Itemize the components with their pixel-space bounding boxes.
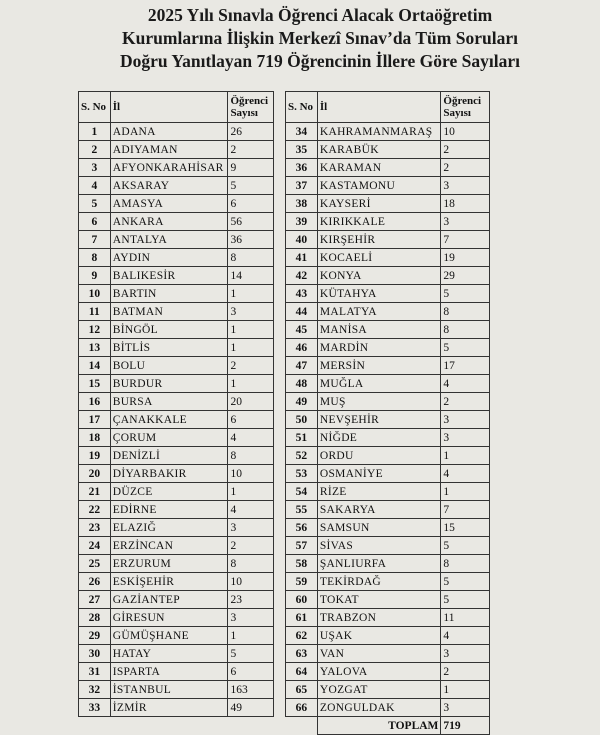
student-count: 5 bbox=[228, 177, 274, 195]
row-number: 65 bbox=[286, 681, 318, 699]
student-count: 8 bbox=[228, 555, 274, 573]
header-il: İl bbox=[110, 92, 228, 123]
table-row bbox=[79, 519, 274, 537]
table-row bbox=[286, 663, 490, 681]
student-count: 26 bbox=[228, 123, 274, 141]
row-number: 36 bbox=[286, 159, 318, 177]
row-number: 55 bbox=[286, 501, 318, 519]
table-row bbox=[79, 591, 274, 609]
province-name: KIRIKKALE bbox=[317, 213, 441, 231]
row-number: 13 bbox=[79, 339, 111, 357]
student-count: 49 bbox=[228, 699, 274, 717]
province-name: BALIKESİR bbox=[110, 267, 228, 285]
row-number: 5 bbox=[79, 195, 111, 213]
student-count: 3 bbox=[441, 411, 490, 429]
student-count: 3 bbox=[441, 645, 490, 663]
student-count: 17 bbox=[441, 357, 490, 375]
province-table-right bbox=[285, 91, 490, 735]
province-name: SİVAS bbox=[317, 537, 441, 555]
row-number: 49 bbox=[286, 393, 318, 411]
student-count: 1 bbox=[441, 447, 490, 465]
row-number: 17 bbox=[79, 411, 111, 429]
province-name: MANİSA bbox=[317, 321, 441, 339]
province-name: ÇORUM bbox=[110, 429, 228, 447]
row-number: 57 bbox=[286, 537, 318, 555]
student-count: 9 bbox=[228, 159, 274, 177]
province-name: GAZİANTEP bbox=[110, 591, 228, 609]
student-count: 8 bbox=[228, 447, 274, 465]
header-sno: S. No bbox=[286, 92, 318, 123]
header-sno: S. No bbox=[79, 92, 111, 123]
student-count: 3 bbox=[441, 213, 490, 231]
province-name: ZONGULDAK bbox=[317, 699, 441, 717]
province-name: BARTIN bbox=[110, 285, 228, 303]
student-count: 6 bbox=[228, 195, 274, 213]
province-name: DÜZCE bbox=[110, 483, 228, 501]
table-row bbox=[79, 555, 274, 573]
row-number: 24 bbox=[79, 537, 111, 555]
row-number: 46 bbox=[286, 339, 318, 357]
student-count: 56 bbox=[228, 213, 274, 231]
table-row bbox=[79, 447, 274, 465]
student-count: 8 bbox=[441, 555, 490, 573]
table-row bbox=[286, 681, 490, 699]
province-name: ORDU bbox=[317, 447, 441, 465]
student-count: 5 bbox=[441, 591, 490, 609]
row-number: 3 bbox=[79, 159, 111, 177]
row-number: 20 bbox=[79, 465, 111, 483]
table-row bbox=[79, 681, 274, 699]
province-name: İZMİR bbox=[110, 699, 228, 717]
student-count: 2 bbox=[228, 357, 274, 375]
province-name: YOZGAT bbox=[317, 681, 441, 699]
table-row bbox=[286, 231, 490, 249]
table-row bbox=[286, 285, 490, 303]
province-name: KOCAELİ bbox=[317, 249, 441, 267]
table-row bbox=[286, 177, 490, 195]
province-name: EDİRNE bbox=[110, 501, 228, 519]
row-number: 25 bbox=[79, 555, 111, 573]
province-name: GÜMÜŞHANE bbox=[110, 627, 228, 645]
header-count: Öğrenci Sayısı bbox=[228, 92, 274, 123]
row-number: 34 bbox=[286, 123, 318, 141]
student-count: 7 bbox=[441, 231, 490, 249]
student-count: 1 bbox=[228, 375, 274, 393]
province-name: ÇANAKKALE bbox=[110, 411, 228, 429]
province-name: KÜTAHYA bbox=[317, 285, 441, 303]
province-table-left bbox=[78, 91, 274, 717]
student-count: 2 bbox=[228, 141, 274, 159]
row-number: 62 bbox=[286, 627, 318, 645]
row-number: 53 bbox=[286, 465, 318, 483]
province-name: KIRŞEHİR bbox=[317, 231, 441, 249]
row-number: 63 bbox=[286, 645, 318, 663]
table-row bbox=[79, 285, 274, 303]
row-number: 9 bbox=[79, 267, 111, 285]
student-count: 1 bbox=[228, 339, 274, 357]
student-count: 2 bbox=[441, 663, 490, 681]
student-count: 3 bbox=[228, 519, 274, 537]
table-row bbox=[79, 483, 274, 501]
row-number: 32 bbox=[79, 681, 111, 699]
row-number: 51 bbox=[286, 429, 318, 447]
row-number: 64 bbox=[286, 663, 318, 681]
student-count: 5 bbox=[228, 645, 274, 663]
table-row bbox=[286, 195, 490, 213]
table-row bbox=[79, 627, 274, 645]
row-number: 15 bbox=[79, 375, 111, 393]
title-line: 2025 Yılı Sınavla Öğrenci Alacak Ortaöğretim bbox=[147, 5, 493, 25]
row-number: 29 bbox=[79, 627, 111, 645]
row-number: 27 bbox=[79, 591, 111, 609]
table-row bbox=[286, 699, 490, 717]
province-name: SAKARYA bbox=[317, 501, 441, 519]
row-number: 61 bbox=[286, 609, 318, 627]
row-number: 14 bbox=[79, 357, 111, 375]
student-count: 2 bbox=[228, 537, 274, 555]
table-row bbox=[286, 573, 490, 591]
student-count: 1 bbox=[441, 681, 490, 699]
row-number: 1 bbox=[79, 123, 111, 141]
row-number: 43 bbox=[286, 285, 318, 303]
title-line: Doğru Yanıtlayan 719 Öğrencinin İllere Göre Sayıları bbox=[120, 51, 520, 71]
row-number: 35 bbox=[286, 141, 318, 159]
student-count: 5 bbox=[441, 537, 490, 555]
student-count: 5 bbox=[441, 339, 490, 357]
student-count: 14 bbox=[228, 267, 274, 285]
row-number: 60 bbox=[286, 591, 318, 609]
row-number: 30 bbox=[79, 645, 111, 663]
row-number: 41 bbox=[286, 249, 318, 267]
row-number: 10 bbox=[79, 285, 111, 303]
table-row bbox=[286, 537, 490, 555]
row-number: 59 bbox=[286, 573, 318, 591]
row-number: 54 bbox=[286, 483, 318, 501]
table-row bbox=[79, 501, 274, 519]
table-row bbox=[286, 519, 490, 537]
row-number: 52 bbox=[286, 447, 318, 465]
table-row bbox=[286, 267, 490, 285]
table-row bbox=[286, 339, 490, 357]
province-name: YALOVA bbox=[317, 663, 441, 681]
province-name: TEKİRDAĞ bbox=[317, 573, 441, 591]
table-header-row bbox=[79, 92, 274, 123]
student-count: 36 bbox=[228, 231, 274, 249]
student-count: 5 bbox=[441, 573, 490, 591]
student-count: 4 bbox=[441, 375, 490, 393]
province-name: BİTLİS bbox=[110, 339, 228, 357]
student-count: 10 bbox=[228, 465, 274, 483]
student-count: 2 bbox=[441, 393, 490, 411]
student-count: 4 bbox=[228, 429, 274, 447]
table-row bbox=[286, 321, 490, 339]
province-name: MUŞ bbox=[317, 393, 441, 411]
table-row bbox=[79, 123, 274, 141]
table-row bbox=[79, 411, 274, 429]
student-count: 10 bbox=[228, 573, 274, 591]
province-name: MUĞLA bbox=[317, 375, 441, 393]
province-name: ESKİŞEHİR bbox=[110, 573, 228, 591]
province-name: İSTANBUL bbox=[110, 681, 228, 699]
province-name: ŞANLIURFA bbox=[317, 555, 441, 573]
province-name: ERZİNCAN bbox=[110, 537, 228, 555]
table-row bbox=[79, 339, 274, 357]
province-name: SAMSUN bbox=[317, 519, 441, 537]
student-count: 20 bbox=[228, 393, 274, 411]
province-name: BURDUR bbox=[110, 375, 228, 393]
table-row bbox=[286, 645, 490, 663]
province-name: ANKARA bbox=[110, 213, 228, 231]
row-number: 56 bbox=[286, 519, 318, 537]
province-name: BATMAN bbox=[110, 303, 228, 321]
province-name: RİZE bbox=[317, 483, 441, 501]
student-count: 1 bbox=[228, 285, 274, 303]
row-number: 21 bbox=[79, 483, 111, 501]
row-number: 47 bbox=[286, 357, 318, 375]
row-number: 33 bbox=[79, 699, 111, 717]
province-name: ADIYAMAN bbox=[110, 141, 228, 159]
table-row bbox=[79, 609, 274, 627]
row-number: 39 bbox=[286, 213, 318, 231]
student-count: 4 bbox=[441, 465, 490, 483]
table-row bbox=[79, 663, 274, 681]
table-row bbox=[286, 123, 490, 141]
row-number: 4 bbox=[79, 177, 111, 195]
table-row bbox=[79, 537, 274, 555]
table-row bbox=[286, 465, 490, 483]
student-count: 1 bbox=[228, 483, 274, 501]
table-row bbox=[79, 231, 274, 249]
province-name: ELAZIĞ bbox=[110, 519, 228, 537]
province-name: DENİZLİ bbox=[110, 447, 228, 465]
province-name: UŞAK bbox=[317, 627, 441, 645]
province-name: KARABÜK bbox=[317, 141, 441, 159]
province-name: KAYSERİ bbox=[317, 195, 441, 213]
row-number: 6 bbox=[79, 213, 111, 231]
province-name: MALATYA bbox=[317, 303, 441, 321]
row-number: 23 bbox=[79, 519, 111, 537]
province-name: NİĞDE bbox=[317, 429, 441, 447]
student-count: 8 bbox=[228, 249, 274, 267]
table-row bbox=[286, 555, 490, 573]
province-name: AKSARAY bbox=[110, 177, 228, 195]
student-count: 29 bbox=[441, 267, 490, 285]
table-row bbox=[286, 411, 490, 429]
table-row bbox=[79, 303, 274, 321]
table-row bbox=[79, 267, 274, 285]
total-label: TOPLAM bbox=[317, 717, 441, 735]
table-row bbox=[286, 213, 490, 231]
student-count: 2 bbox=[441, 159, 490, 177]
province-name: AMASYA bbox=[110, 195, 228, 213]
province-name: AYDIN bbox=[110, 249, 228, 267]
student-count: 11 bbox=[441, 609, 490, 627]
student-count: 3 bbox=[441, 429, 490, 447]
table-row bbox=[79, 393, 274, 411]
table-row bbox=[286, 483, 490, 501]
province-name: BURSA bbox=[110, 393, 228, 411]
province-name: KASTAMONU bbox=[317, 177, 441, 195]
table-row bbox=[286, 501, 490, 519]
student-count: 1 bbox=[441, 483, 490, 501]
student-count: 3 bbox=[228, 609, 274, 627]
table-row bbox=[79, 249, 274, 267]
province-name: KONYA bbox=[317, 267, 441, 285]
student-count: 3 bbox=[228, 303, 274, 321]
province-name: TOKAT bbox=[317, 591, 441, 609]
table-row bbox=[79, 357, 274, 375]
student-count: 3 bbox=[441, 699, 490, 717]
province-name: OSMANİYE bbox=[317, 465, 441, 483]
row-number: 7 bbox=[79, 231, 111, 249]
table-row bbox=[286, 627, 490, 645]
student-count: 19 bbox=[441, 249, 490, 267]
table-row bbox=[286, 159, 490, 177]
table-row bbox=[79, 465, 274, 483]
table-row bbox=[286, 141, 490, 159]
table-header-row bbox=[286, 92, 490, 123]
row-number: 45 bbox=[286, 321, 318, 339]
province-name: AFYONKARAHİSAR bbox=[110, 159, 228, 177]
row-number: 37 bbox=[286, 177, 318, 195]
row-number: 31 bbox=[79, 663, 111, 681]
province-name: ANTALYA bbox=[110, 231, 228, 249]
table-row bbox=[286, 303, 490, 321]
table-row bbox=[286, 591, 490, 609]
table-row bbox=[79, 429, 274, 447]
student-count: 10 bbox=[441, 123, 490, 141]
row-number: 26 bbox=[79, 573, 111, 591]
row-number: 18 bbox=[79, 429, 111, 447]
province-name: TRABZON bbox=[317, 609, 441, 627]
table-row bbox=[286, 609, 490, 627]
row-number: 38 bbox=[286, 195, 318, 213]
table-row bbox=[286, 357, 490, 375]
table-row bbox=[286, 447, 490, 465]
student-count: 6 bbox=[228, 411, 274, 429]
row-number: 11 bbox=[79, 303, 111, 321]
row-number: 48 bbox=[286, 375, 318, 393]
row-number: 12 bbox=[79, 321, 111, 339]
province-name: ERZURUM bbox=[110, 555, 228, 573]
province-name: MERSİN bbox=[317, 357, 441, 375]
student-count: 4 bbox=[441, 627, 490, 645]
province-name: NEVŞEHİR bbox=[317, 411, 441, 429]
table-row bbox=[79, 699, 274, 717]
student-count: 1 bbox=[228, 321, 274, 339]
row-number: 28 bbox=[79, 609, 111, 627]
total-value: 719 bbox=[441, 717, 490, 735]
student-count: 18 bbox=[441, 195, 490, 213]
table-row bbox=[79, 141, 274, 159]
table-row bbox=[79, 213, 274, 231]
student-count: 8 bbox=[441, 321, 490, 339]
row-number: 19 bbox=[79, 447, 111, 465]
student-count: 1 bbox=[228, 627, 274, 645]
row-number: 42 bbox=[286, 267, 318, 285]
student-count: 6 bbox=[228, 663, 274, 681]
row-number: 40 bbox=[286, 231, 318, 249]
row-number: 66 bbox=[286, 699, 318, 717]
province-name: HATAY bbox=[110, 645, 228, 663]
row-number: 2 bbox=[79, 141, 111, 159]
student-count: 23 bbox=[228, 591, 274, 609]
row-number: 16 bbox=[79, 393, 111, 411]
table-row bbox=[79, 195, 274, 213]
table-row bbox=[79, 159, 274, 177]
student-count: 5 bbox=[441, 285, 490, 303]
table-row bbox=[79, 645, 274, 663]
province-name: ISPARTA bbox=[110, 663, 228, 681]
row-number: 50 bbox=[286, 411, 318, 429]
table-row bbox=[79, 321, 274, 339]
student-count: 163 bbox=[228, 681, 274, 699]
header-count: Öğrenci Sayısı bbox=[441, 92, 490, 123]
table-row bbox=[79, 375, 274, 393]
province-name: KAHRAMANMARAŞ bbox=[317, 123, 441, 141]
row-number: 44 bbox=[286, 303, 318, 321]
province-name: BİNGÖL bbox=[110, 321, 228, 339]
province-name: DİYARBAKIR bbox=[110, 465, 228, 483]
province-name: GİRESUN bbox=[110, 609, 228, 627]
province-name: ADANA bbox=[110, 123, 228, 141]
table-row bbox=[286, 429, 490, 447]
table-row bbox=[79, 177, 274, 195]
table-row bbox=[286, 375, 490, 393]
student-count: 2 bbox=[441, 141, 490, 159]
student-count: 15 bbox=[441, 519, 490, 537]
province-name: VAN bbox=[317, 645, 441, 663]
table-row bbox=[286, 393, 490, 411]
row-number: 58 bbox=[286, 555, 318, 573]
province-name: BOLU bbox=[110, 357, 228, 375]
student-count: 3 bbox=[441, 177, 490, 195]
table-row bbox=[79, 573, 274, 591]
table-row bbox=[286, 249, 490, 267]
title-line: Kurumlarına İlişkin Merkezî Sınav’da Tüm Soruları bbox=[122, 28, 518, 48]
document-title bbox=[40, 4, 600, 73]
student-count: 4 bbox=[228, 501, 274, 519]
province-name: MARDİN bbox=[317, 339, 441, 357]
row-number: 8 bbox=[79, 249, 111, 267]
student-count: 8 bbox=[441, 303, 490, 321]
province-name: KARAMAN bbox=[317, 159, 441, 177]
total-row bbox=[286, 717, 490, 735]
header-il: İl bbox=[317, 92, 441, 123]
student-count: 7 bbox=[441, 501, 490, 519]
row-number: 22 bbox=[79, 501, 111, 519]
